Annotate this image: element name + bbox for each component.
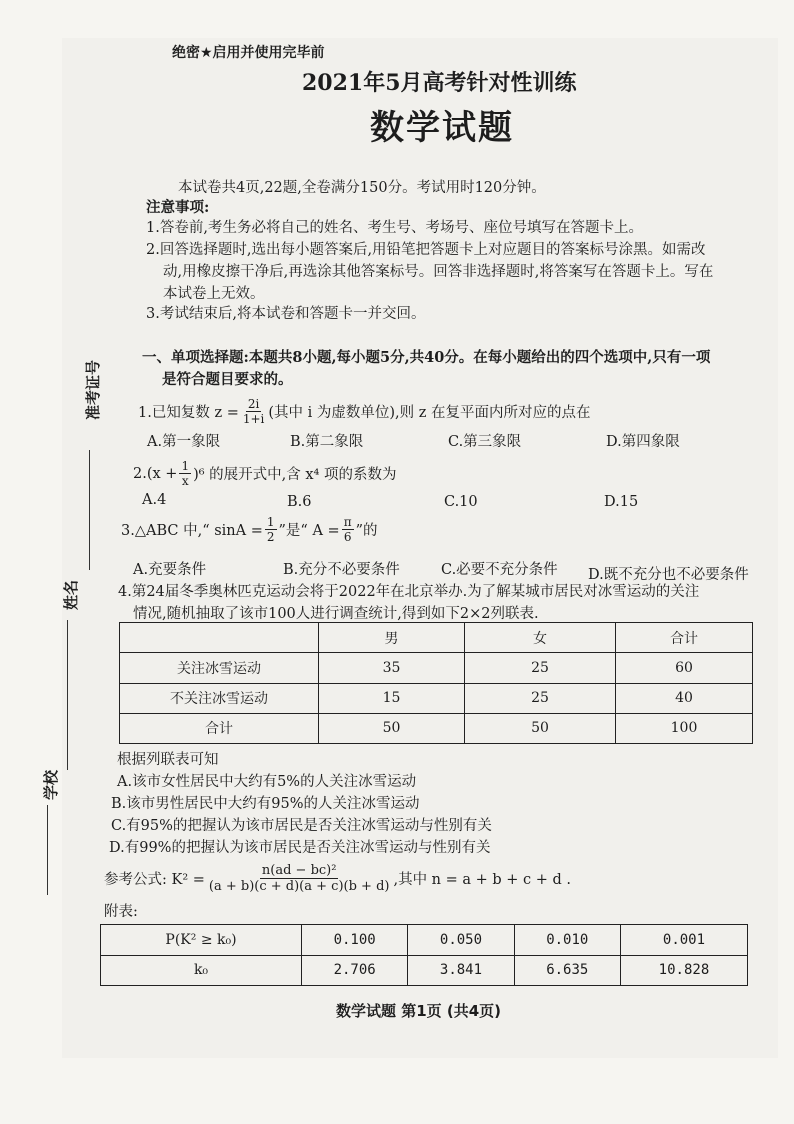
table-row bbox=[120, 623, 753, 653]
q4-option-b: B.该市男性居民中大约有95%的人关注冰雪运动 bbox=[111, 796, 420, 812]
q3-prefix: 3.△ABC 中,“ sinA = bbox=[121, 523, 263, 539]
q3-option-b: B.充分不必要条件 bbox=[283, 562, 400, 578]
table-cell: 合计 bbox=[616, 623, 753, 653]
q1-option-b: B.第二象限 bbox=[290, 434, 364, 450]
notes-heading: 注意事项: bbox=[146, 199, 210, 216]
contingency-table bbox=[119, 622, 753, 744]
critical-value-table bbox=[100, 924, 748, 986]
table-cell: 25 bbox=[465, 653, 616, 683]
note-item: 1.答卷前,考生务必将自己的姓名、考生号、考场号、座位号填写在答题卡上。 bbox=[146, 220, 643, 236]
q3-middle: ”是“ A = bbox=[278, 523, 340, 539]
table-cell: 6.635 bbox=[514, 955, 620, 986]
intro-line: 本试卷共4页,22题,全卷满分150分。考试用时120分钟。 bbox=[178, 180, 546, 196]
formula-fraction bbox=[207, 864, 392, 893]
q2-frac-num: 1 bbox=[181, 459, 190, 473]
q3-frac1-num: 1 bbox=[266, 515, 275, 529]
q3-option-a: A.充要条件 bbox=[133, 562, 207, 578]
table-cell: 关注冰雪运动 bbox=[120, 653, 319, 683]
q1-frac-num: 2i bbox=[247, 397, 260, 411]
q3-frac1-den: 2 bbox=[266, 530, 275, 544]
q1-suffix: (其中 i 为虚数单位),则 z 在复平面内所对应的点在 bbox=[268, 405, 591, 421]
q4-stem-line1: 4.第24届冬季奥林匹克运动会将于2022年在北京举办.为了解某城市居民对冰雪运动的关注 bbox=[118, 584, 700, 600]
table-cell: 男 bbox=[319, 623, 465, 653]
q1-option-c: C.第三象限 bbox=[448, 434, 522, 450]
question-3 bbox=[121, 516, 378, 543]
subject-title: 数学试题 bbox=[370, 108, 514, 148]
table-cell bbox=[120, 623, 319, 653]
table-cell: 100 bbox=[616, 713, 753, 743]
q1-prefix: 1.已知复数 z = bbox=[138, 405, 239, 421]
formula-tail: ,其中 n = a + b + c + d . bbox=[393, 872, 572, 888]
side-label-exam-no: 准考证号 bbox=[84, 359, 102, 420]
question-1 bbox=[138, 398, 591, 425]
reference-formula bbox=[104, 864, 571, 893]
side-label-school: 学校 bbox=[42, 769, 60, 800]
table-cell: 40 bbox=[616, 683, 753, 713]
table-cell: 女 bbox=[465, 623, 616, 653]
table-cell: 10.828 bbox=[620, 955, 747, 986]
note-item: 2.回答选择题时,选出每小题答案后,用铅笔把答题卡上对应题目的答案标号涂黑。如需改 bbox=[146, 242, 706, 258]
table-cell: 25 bbox=[465, 683, 616, 713]
table-cell: 50 bbox=[465, 713, 616, 743]
table-cell: 35 bbox=[319, 653, 465, 683]
section-heading-cont: 是符合题目要求的。 bbox=[162, 371, 293, 388]
q3-suffix: ”的 bbox=[355, 523, 378, 539]
table-cell: 0.100 bbox=[302, 925, 408, 956]
q2-prefix: 2.(x + bbox=[133, 465, 178, 482]
section-heading: 一、单项选择题:本题共8小题,每小题5分,共40分。在每小题给出的四个选项中,只有一项 bbox=[142, 349, 711, 366]
note-item: 3.考试结束后,将本试卷和答题卡一并交回。 bbox=[146, 306, 426, 322]
secret-mark: 绝密★启用并使用完毕前 bbox=[172, 45, 325, 61]
table-cell: 合计 bbox=[120, 713, 319, 743]
table-cell: 0.001 bbox=[620, 925, 747, 956]
side-label-name: 姓名 bbox=[62, 579, 80, 610]
table-cell: 0.010 bbox=[514, 925, 620, 956]
q3-frac2-num: π bbox=[343, 515, 352, 529]
q2-option-c: C.10 bbox=[444, 494, 478, 510]
q3-frac2-den: 6 bbox=[343, 530, 352, 544]
table-cell: P(K² ≥ k₀) bbox=[101, 925, 302, 956]
q1-option-a: A.第一象限 bbox=[147, 434, 221, 450]
table-row bbox=[120, 683, 753, 713]
appendix-label: 附表: bbox=[104, 904, 138, 920]
q1-frac-den: 1+i bbox=[242, 412, 265, 426]
formula-num: n(ad − bc)² bbox=[261, 863, 337, 878]
table-cell: k₀ bbox=[101, 955, 302, 986]
table-cell: 不关注冰雪运动 bbox=[120, 683, 319, 713]
side-line-3 bbox=[47, 805, 48, 895]
q1-option-d: D.第四象限 bbox=[606, 434, 680, 450]
note-item: 动,用橡皮擦干净后,再选涂其他答案标号。回答非选择题时,将答案写在答题卡上。写在 bbox=[163, 264, 714, 280]
q3-option-c: C.必要不充分条件 bbox=[441, 562, 558, 578]
side-line-1 bbox=[89, 450, 90, 570]
q2-option-a: A.4 bbox=[142, 492, 167, 508]
formula-den: (a + b)(c + d)(a + c)(b + d) bbox=[208, 879, 390, 894]
exam-title: 2021年5月高考针对性训练 bbox=[302, 70, 577, 96]
table-cell: 3.841 bbox=[408, 955, 514, 986]
table-row bbox=[101, 955, 748, 986]
table-cell: 0.050 bbox=[408, 925, 514, 956]
q3-fraction-2 bbox=[342, 516, 354, 543]
q3-fraction-1 bbox=[265, 516, 277, 543]
table-row bbox=[101, 925, 748, 956]
table-cell: 2.706 bbox=[302, 955, 408, 986]
note-item: 本试卷上无效。 bbox=[163, 286, 265, 302]
q2-option-b: B.6 bbox=[287, 494, 312, 510]
table-cell: 15 bbox=[319, 683, 465, 713]
question-2 bbox=[133, 460, 396, 487]
side-line-2 bbox=[67, 620, 68, 770]
q3-option-d: D.既不充分也不必要条件 bbox=[588, 567, 749, 583]
q1-fraction bbox=[241, 398, 267, 425]
table-row bbox=[120, 653, 753, 683]
q2-fraction bbox=[179, 460, 191, 487]
table-cell: 60 bbox=[616, 653, 753, 683]
q4-option-c: C.有95%的把握认为该市居民是否关注冰雪运动与性别有关 bbox=[111, 818, 492, 834]
table-row bbox=[120, 713, 753, 743]
q2-suffix: )⁶ 的展开式中,含 x⁴ 项的系数为 bbox=[193, 467, 397, 483]
q2-option-d: D.15 bbox=[604, 494, 639, 510]
page-footer: 数学试题 第1页 (共4页) bbox=[336, 1002, 502, 1020]
q4-stem-line2: 情况,随机抽取了该市100人进行调查统计,得到如下2×2列联表. bbox=[133, 606, 539, 622]
table-cell: 50 bbox=[319, 713, 465, 743]
q4-option-a: A.该市女性居民中大约有5%的人关注冰雪运动 bbox=[117, 774, 417, 790]
q4-option-d: D.有99%的把握认为该市居民是否关注冰雪运动与性别有关 bbox=[109, 840, 491, 856]
q4-lead: 根据列联表可知 bbox=[117, 752, 219, 768]
q2-frac-den: x bbox=[181, 474, 189, 488]
formula-label: 参考公式: K² = bbox=[104, 872, 205, 888]
